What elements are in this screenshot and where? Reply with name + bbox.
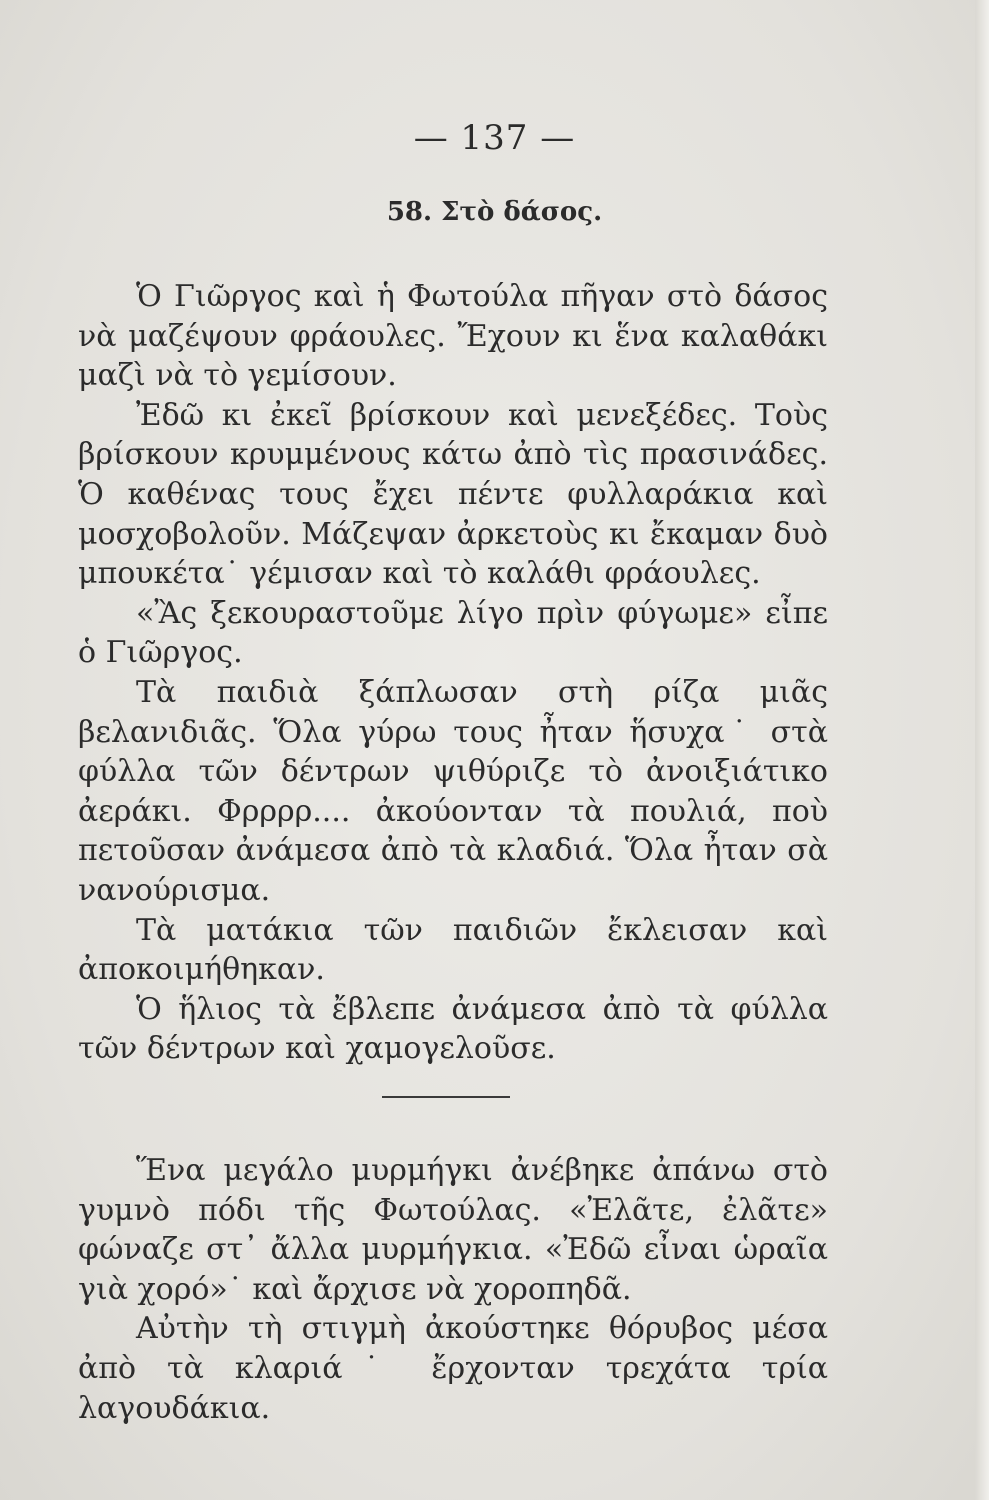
paragraph: Ὁ ἥλιος τὰ ἔβλεπε ἀνάμεσα ἀπὸ τὰ φύλλα τῶν δέντρων καὶ χαμογελοῦσε. [78,991,828,1067]
paragraph: Ἐδῶ κι ἐκεῖ βρίσκουν καὶ μενεξέδες. Τοὺς βρίσκουν κρυμμένους κάτω ἀπὸ τὶς πρασινάδες. Ὁ καθένας τους ἔχει πέντε φυλλαράκια καὶ μοσχοβολοῦν. Μάζεψαν ἀρκετοὺς κι ἔκαμαν δυὸ μπουκέτα˙ γέμισαν καὶ τὸ καλάθι φράουλες. [78,397,828,592]
chapter-title: 58. Στὸ δάσος. [386,197,603,227]
paragraph: Ἕνα μεγάλο μυρμήγκι ἀνέβηκε ἀπάνω στὸ γυμνὸ πόδι τῆς Φωτούλας. «Ἐλᾶτε, ἐλᾶτε» φώναζε στ᾽ ἄλλα μυρμήγκια. «Ἐδῶ εἶναι ὡραῖα γιὰ χορό»˙ καὶ ἄρχισε νὰ χοροπηδᾶ. [78,1153,828,1307]
paragraph: «Ἂς ξεκουραστοῦμε λίγο πρὶν φύγωμε» εἶπε ὁ Γιῶργος. [78,595,828,671]
paragraph: Ὁ Γιῶργος καὶ ἡ Φωτούλα πῆγαν στὸ δάσος νὰ μαζέψουν φράουλες. Ἔχουν κι ἕνα καλαθάκι μαζὶ νὰ τὸ γεμίσουν. [78,279,828,394]
section-separator [382,1096,510,1098]
paragraph: Τὰ ματάκια τῶν παιδιῶν ἔκλεισαν καὶ ἀποκοιμήθηκαν. [78,912,828,988]
page-number: — 137 — [413,118,576,158]
story-text [78,277,828,1069]
paragraph: Αὐτὴν τὴ στιγμὴ ἀκούστηκε θόρυβος μέσα ἀπὸ τὰ κλαριά˙ ἔρχονταν τρεχάτα τρία λαγουδάκια. [78,1311,828,1426]
paragraph: Τὰ παιδιὰ ξάπλωσαν στὴ ρίζα μιᾶς βελανιδιᾶς. Ὅλα γύρω τους ἦταν ἥσυχα˙ στὰ φύλλα τῶν δέντρων ψιθύριζε τὸ ἀνοιξιάτικο ἀεράκι. Φρρρρ.... ἀκούονταν τὰ πουλιά, ποὺ πετοῦσαν ἀνάμεσα ἀπὸ τὰ κλαδιά. Ὅλα ἦταν σὰ νανούρισμα. [78,674,828,908]
story-text-continued [78,1151,828,1428]
